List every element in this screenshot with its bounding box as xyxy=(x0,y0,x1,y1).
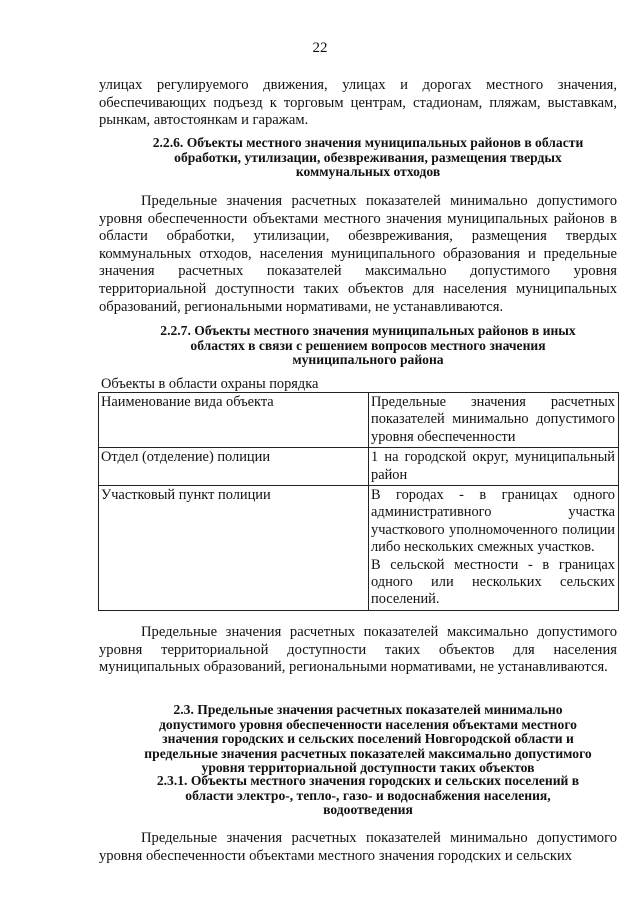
objects-table xyxy=(98,392,619,611)
section-231-heading-line2: области электро-, тепло-, газо- и водоснабжения населения, xyxy=(185,787,551,803)
section-23-heading-line4: предельные значения расчетных показателей максимально допустимого xyxy=(144,745,592,761)
table-row-value xyxy=(369,486,619,611)
table-row-value-text: В сельской местности - в границах одного или нескольких сельских поселений. xyxy=(371,556,615,608)
section-226-heading-line1: 2.2.6. Объекты местного значения муниципальных районов в области xyxy=(152,135,584,150)
section-231-paragraph: Предельные значения расчетных показателей минимально допустимого уровня обеспеченности объектами местного значения городских и сельских xyxy=(99,830,617,864)
table-caption: Объекты в области охраны порядка xyxy=(101,376,319,392)
section-227-heading xyxy=(118,324,618,368)
section-23-heading-line1: 2.3. Предельные значения расчетных показателей минимально xyxy=(173,702,563,717)
table-row-value xyxy=(369,448,619,486)
section-227-heading-line1: 2.2.7. Объекты местного значения муниципальных районов в иных xyxy=(160,323,576,338)
section-231-heading-line1: 2.3.1. Объекты местного значения городских и сельских поселений в xyxy=(156,773,580,788)
table-header-row xyxy=(99,393,619,448)
section-23-heading xyxy=(108,703,628,776)
table-row-value-text: 1 на городской округ, муниципальный район xyxy=(371,449,615,483)
section-227-paragraph: Предельные значения расчетных показателей максимально допустимого уровня территориальной доступности таких объектов для населения муниципальных образований, региональными нормативами, не устанавливаются. xyxy=(99,624,617,676)
section-226-heading-line3: коммунальных отходов xyxy=(295,164,441,180)
table-row-name: Отдел (отделение) полиции xyxy=(99,448,369,486)
section-227-heading-line2: областях в связи с решением вопросов местного значения xyxy=(190,337,546,353)
table-header-col2: Предельные значения расчетных показателей минимально допустимого уровня обеспеченности xyxy=(369,393,619,448)
table-row xyxy=(99,448,619,486)
section-226-heading-line2: обработки, утилизации, обезвреживания, размещения твердых xyxy=(174,149,562,165)
section-227-heading-line3: муниципального района xyxy=(292,352,444,368)
table-row-name: Участковый пункт полиции xyxy=(99,486,369,611)
table-row xyxy=(99,486,619,611)
section-226-heading xyxy=(118,136,618,180)
intro-paragraph: улицах регулируемого движения, улицах и дорогах местного значения, обеспечивающих подъезд к торговым центрам, стадионам, пляжам, выставкам, рынкам, автостоянкам и гаражам. xyxy=(99,77,617,129)
section-231-heading xyxy=(108,774,628,818)
page-number: 22 xyxy=(312,40,328,56)
section-231-heading-line3: водоотведения xyxy=(323,802,413,818)
section-226-paragraph: Предельные значения расчетных показателей минимально допустимого уровня обеспеченности объектами местного значения муниципальных районов в области обработки, утилизации, обезвреживания, размещения твердых коммунальных отходов, населения муниципального образования и предельные значения расчетных показателей максимально допустимого уровня территориальной доступности таких объектов для населения муниципальных образований, региональными нормативами, не устанавливаются. xyxy=(99,193,617,315)
section-23-heading-line2: допустимого уровня обеспеченности населения объектами местного xyxy=(159,716,577,732)
table-row-value-text: В городах - в границах одного административного участка участкового уполномоченного полиции либо нескольких смежных участков. xyxy=(371,487,615,556)
section-23-heading-line3: значения городских и сельских поселений Новгородской области и xyxy=(162,731,574,747)
table-header-col1: Наименование вида объекта xyxy=(99,393,369,448)
section-23-heading-line5: уровня территориальной доступности таких объектов xyxy=(201,760,535,776)
